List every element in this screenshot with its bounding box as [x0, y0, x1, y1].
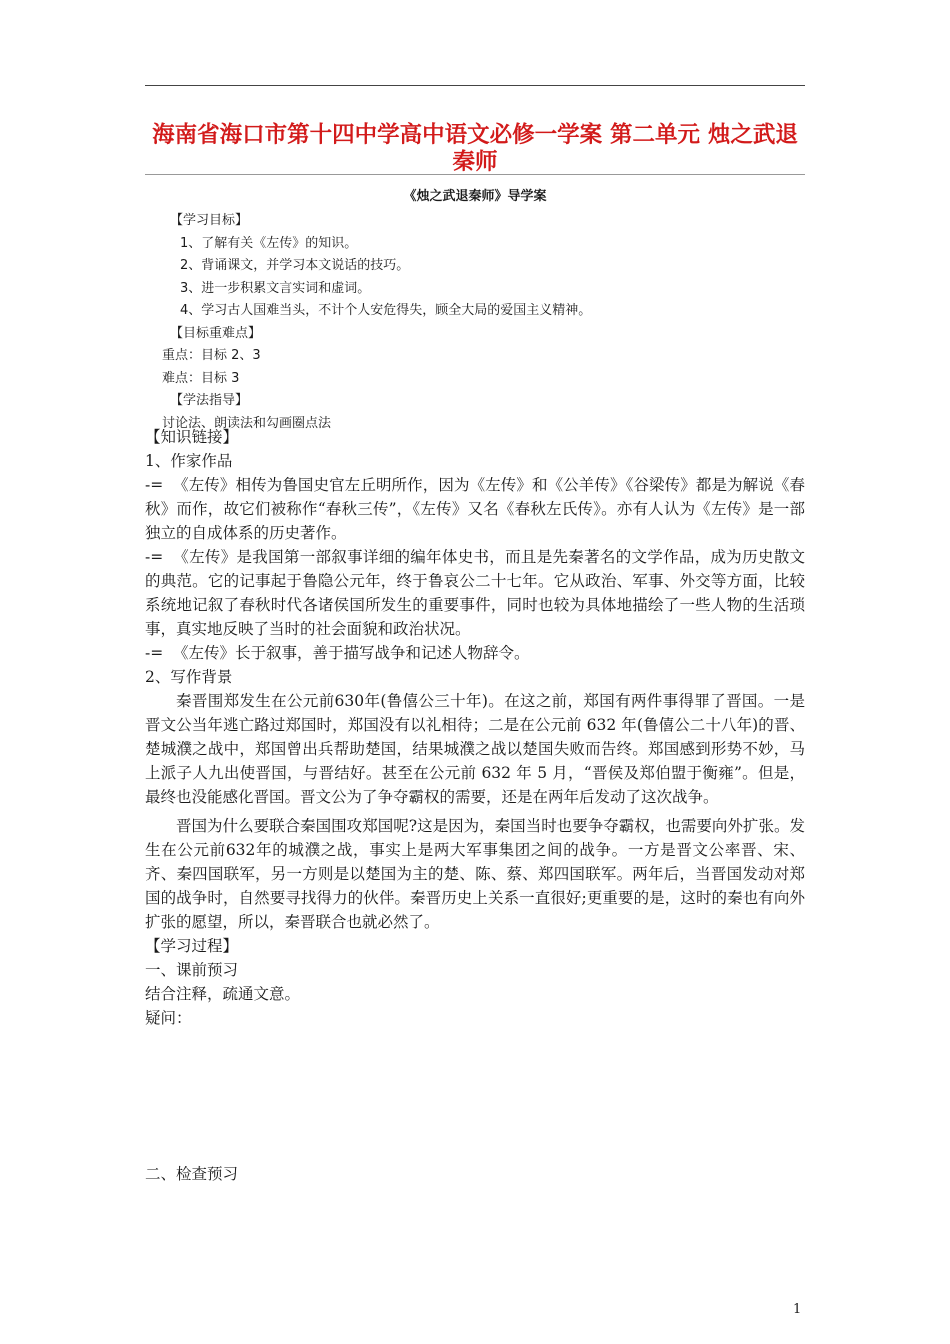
method-text: 讨论法、朗读法和勾画圈点法	[162, 415, 332, 431]
objective-item: 2、背诵课文，并学习本文说话的技巧。	[180, 258, 410, 273]
paragraph: -= 《左传》相传为鲁国史官左丘明所作，因为《左传》和《公羊传》《谷梁传》都是为解说《春秋》而作，故它们被称作“春秋三传”，《左传》又名《春秋左氏传》。亦有人认为《左传》是一部独立的自成体系的历史著作。	[145, 473, 805, 545]
bullet-mark: -=	[145, 644, 164, 662]
bullet-mark: -=	[145, 476, 164, 494]
process-heading: 【学习过程】	[145, 937, 239, 955]
section-title-background: 2、写作背景	[145, 668, 233, 686]
objectives-section	[160, 210, 591, 435]
step-preview: 一、课前预习	[145, 961, 239, 979]
objectives-heading: 【学习目标】	[170, 213, 249, 228]
title-line-2: 秦师	[452, 149, 498, 175]
focus-heading: 【目标重难点】	[170, 325, 262, 341]
header-rule	[145, 85, 805, 86]
difficulty: 难点：目标 3	[162, 370, 240, 386]
document-title	[145, 122, 805, 176]
objective-item: 1、了解有关《左传》的知识。	[180, 235, 358, 251]
paragraph: -= 《左传》是我国第一部叙事详细的编年体史书，而且是先秦著名的文学作品，成为历史散文的典范。它的记事起于鲁隐公元年，终于鲁哀公二十七年。它从政治、军事、外交等方面，比较系统地记叙了春秋时代各诸侯国所发生的重要事件，同时也较为具体地描绘了一些人物的生活琐事，真实地反映了当时的社会面貌和政治状况。	[145, 545, 805, 641]
questions-label: 疑问：	[145, 1009, 192, 1027]
knowledge-heading: 【知识链接】	[145, 428, 239, 446]
paragraph: 晋国为什么要联合秦国围攻郑国呢?这是因为，秦国当时也要争夺霸权，也需要向外扩张。发生在公元前632年的城濮之战，事实上是两大军事集团之间的战争。一方是晋文公率晋、宋、齐、秦四国联军，另一方则是以楚国为主的楚、陈、蔡、郑四国联军。两年后，当晋国发动对郑国的战争时，自然要寻找得力的伙伴。秦晋历史上关系一直很好;更重要的是，这时的秦也有向外扩张的愿望，所以，秦晋联合也就必然了。	[145, 817, 805, 931]
objective-item: 4、学习古人国难当头，不计个人安危得失，顾全大局的爱国主义精神。	[180, 303, 592, 318]
step-check: 二、检查预习	[145, 1165, 239, 1183]
subtitle: 《烛之武退秦师》导学案	[403, 189, 547, 204]
title-rule	[145, 174, 805, 175]
objective-item: 3、进一步积累文言实词和虚词。	[180, 280, 371, 296]
paragraph: 秦晋围郑发生在公元前630年(鲁僖公三十年)。在这之前，郑国有两件事得罪了晋国。一是晋文公当年逃亡路过郑国时，郑国没有以礼相待；二是在公元前 632 年(鲁僖公二十八年)的晋、楚城濮之战中，郑国曾出兵帮助楚国，结果城濮之战以楚国失败而告终。郑国感到形势不妙，马上派子人九出使晋国，与晋结好。甚至在公元前 632 年 5 月，“晋侯及郑伯盟于衡雍”。但是，最终也没能感化晋国。晋文公为了争夺霸权的需要，还是在两年后发动了这次战争。	[145, 692, 805, 806]
title-line-1: 海南省海口市第十四中学高中语文必修一学案 第二单元 烛之武退	[152, 122, 798, 148]
knowledge-section	[145, 425, 805, 1186]
section-title-author: 1、作家作品	[145, 452, 233, 470]
key-points: 重点：目标 2、3	[162, 348, 261, 363]
page-number: 1	[793, 1302, 802, 1317]
step-preview-task: 结合注释，疏通文意。	[145, 985, 301, 1003]
bullet-mark: -=	[145, 548, 164, 566]
paragraph: -= 《左传》长于叙事，善于描写战争和记述人物辞令。	[145, 641, 805, 665]
method-heading: 【学法指导】	[170, 393, 249, 408]
